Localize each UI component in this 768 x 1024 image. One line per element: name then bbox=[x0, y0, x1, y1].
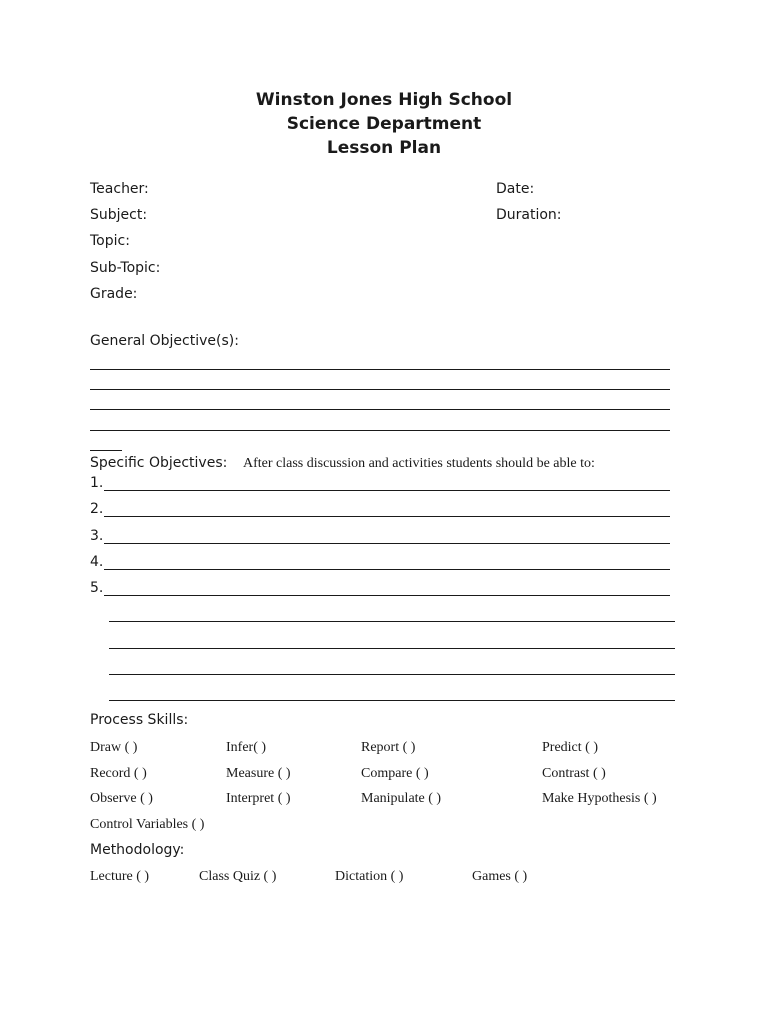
general-objective-line bbox=[90, 389, 670, 390]
objective-number: 3. bbox=[90, 528, 104, 544]
specific-objectives-label: Specific Objectives: bbox=[90, 455, 228, 471]
process-skills-label: Process Skills: bbox=[90, 712, 189, 728]
general-objective-line bbox=[90, 369, 670, 370]
objective-number: 5. bbox=[90, 580, 104, 596]
date-label: Date: bbox=[496, 181, 535, 197]
topic-label: Topic: bbox=[90, 233, 130, 249]
objective-line bbox=[104, 569, 670, 570]
skill-compare: Compare ( ) bbox=[361, 766, 429, 781]
subject-label: Subject: bbox=[90, 207, 148, 223]
method-games: Games ( ) bbox=[472, 869, 528, 884]
skill-record: Record ( ) bbox=[90, 766, 147, 781]
skill-predict: Predict ( ) bbox=[542, 740, 598, 755]
skill-measure: Measure ( ) bbox=[226, 766, 291, 781]
department-name: Science Department bbox=[286, 114, 482, 134]
skill-draw: Draw ( ) bbox=[90, 740, 138, 755]
method-dictation: Dictation ( ) bbox=[335, 869, 404, 884]
objective-line bbox=[104, 516, 670, 517]
skill-control-variables: Control Variables ( ) bbox=[90, 817, 205, 832]
document-title: Lesson Plan bbox=[326, 138, 442, 158]
method-class-quiz: Class Quiz ( ) bbox=[199, 869, 277, 884]
teacher-label: Teacher: bbox=[90, 181, 149, 197]
skill-make-hypothesis: Make Hypothesis ( ) bbox=[542, 791, 657, 806]
subtopic-label: Sub-Topic: bbox=[90, 260, 161, 276]
school-name: Winston Jones High School bbox=[255, 90, 513, 110]
skill-contrast: Contrast ( ) bbox=[542, 766, 606, 781]
objective-line bbox=[104, 595, 670, 596]
skill-infer: Infer( ) bbox=[226, 740, 267, 755]
duration-label: Duration: bbox=[496, 207, 562, 223]
general-objective-line bbox=[90, 430, 670, 431]
methodology-label: Methodology: bbox=[90, 842, 185, 858]
grade-label: Grade: bbox=[90, 286, 138, 302]
skill-observe: Observe ( ) bbox=[90, 791, 153, 806]
general-objective-tail-line bbox=[90, 450, 122, 451]
objective-line bbox=[104, 543, 670, 544]
specific-objectives-intro: After class discussion and activities students should be able to: bbox=[243, 456, 595, 471]
objective-number: 1. bbox=[90, 475, 104, 491]
skill-interpret: Interpret ( ) bbox=[226, 791, 291, 806]
objective-number: 2. bbox=[90, 501, 104, 517]
general-objectives-label: General Objective(s): bbox=[90, 333, 239, 349]
skill-manipulate: Manipulate ( ) bbox=[361, 791, 442, 806]
objective-number: 4. bbox=[90, 554, 104, 570]
extra-objective-line bbox=[109, 648, 675, 649]
extra-objective-line bbox=[109, 621, 675, 622]
extra-objective-line bbox=[109, 674, 675, 675]
general-objective-line bbox=[90, 409, 670, 410]
skill-report: Report ( ) bbox=[361, 740, 416, 755]
objective-line bbox=[104, 490, 670, 491]
extra-objective-line bbox=[109, 700, 675, 701]
method-lecture: Lecture ( ) bbox=[90, 869, 150, 884]
